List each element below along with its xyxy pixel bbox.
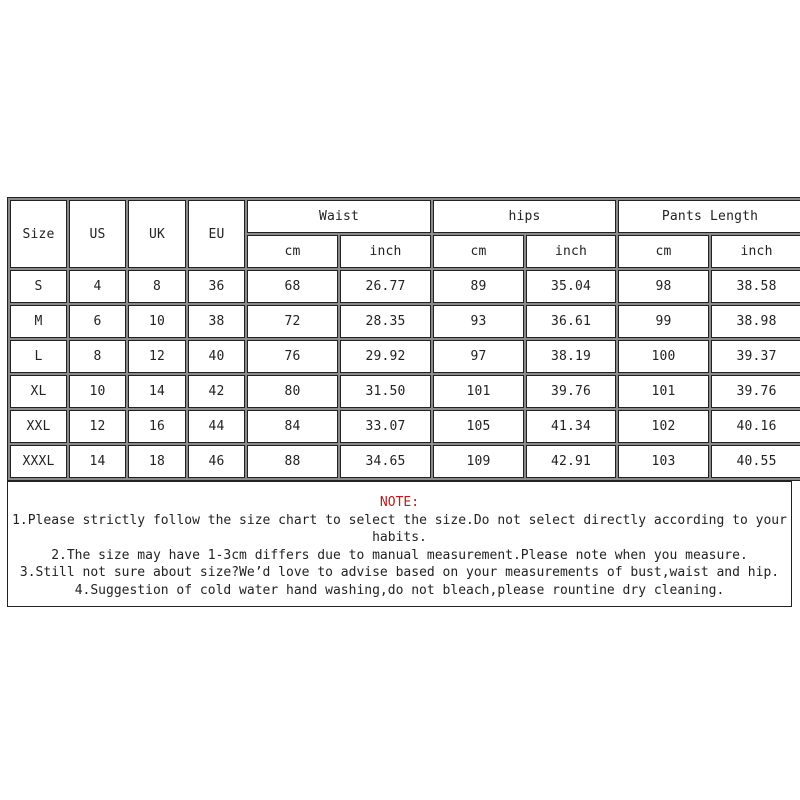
header-hips-cm: cm [433, 235, 524, 268]
cell-hips-cm: 109 [433, 445, 524, 478]
header-eu: EU [188, 200, 245, 268]
note-line-4: 4.Suggestion of cold water hand washing,do not bleach,please rountine dry cleaning. [74, 582, 725, 598]
table-row [10, 305, 800, 338]
cell-pants-cm: 99 [618, 305, 709, 338]
cell-pants-inch: 40.16 [711, 410, 800, 443]
header-pants-cm: cm [618, 235, 709, 268]
cell-waist-cm: 88 [247, 445, 338, 478]
cell-waist-cm: 72 [247, 305, 338, 338]
cell-waist-inch: 34.65 [340, 445, 431, 478]
cell-hips-inch: 35.04 [526, 270, 616, 303]
cell-eu: 44 [188, 410, 245, 443]
cell-eu: 40 [188, 340, 245, 373]
cell-hips-cm: 97 [433, 340, 524, 373]
cell-pants-inch: 39.76 [711, 375, 800, 408]
cell-waist-inch: 29.92 [340, 340, 431, 373]
table-row [10, 270, 800, 303]
cell-eu: 46 [188, 445, 245, 478]
note-line-1: 1.Please strictly follow the size chart to select the size.Do not select directly according to your habits. [12, 512, 787, 545]
cell-uk: 12 [128, 340, 186, 373]
header-pants-length: Pants Length [618, 200, 800, 233]
cell-pants-cm: 100 [618, 340, 709, 373]
cell-uk: 18 [128, 445, 186, 478]
header-row-1 [10, 200, 800, 233]
cell-hips-cm: 93 [433, 305, 524, 338]
header-size: Size [10, 200, 67, 268]
cell-waist-inch: 28.35 [340, 305, 431, 338]
cell-size: S [10, 270, 67, 303]
cell-us: 6 [69, 305, 126, 338]
cell-uk: 10 [128, 305, 186, 338]
cell-uk: 16 [128, 410, 186, 443]
cell-us: 12 [69, 410, 126, 443]
cell-uk: 8 [128, 270, 186, 303]
cell-us: 8 [69, 340, 126, 373]
cell-pants-inch: 38.58 [711, 270, 800, 303]
header-us: US [69, 200, 126, 268]
cell-us: 10 [69, 375, 126, 408]
header-waist: Waist [247, 200, 431, 233]
cell-size: XXXL [10, 445, 67, 478]
cell-pants-inch: 38.98 [711, 305, 800, 338]
size-chart [7, 197, 792, 607]
header-waist-inch: inch [340, 235, 431, 268]
cell-waist-inch: 33.07 [340, 410, 431, 443]
cell-eu: 42 [188, 375, 245, 408]
cell-waist-cm: 76 [247, 340, 338, 373]
note-box [7, 481, 792, 607]
header-waist-cm: cm [247, 235, 338, 268]
note-title: NOTE: [379, 495, 420, 510]
cell-us: 14 [69, 445, 126, 478]
table-row [10, 340, 800, 373]
cell-pants-cm: 101 [618, 375, 709, 408]
cell-size: XL [10, 375, 67, 408]
header-hips: hips [433, 200, 616, 233]
cell-uk: 14 [128, 375, 186, 408]
cell-pants-inch: 39.37 [711, 340, 800, 373]
header-uk: UK [128, 200, 186, 268]
cell-pants-cm: 98 [618, 270, 709, 303]
table-row [10, 375, 800, 408]
cell-pants-cm: 103 [618, 445, 709, 478]
cell-hips-inch: 39.76 [526, 375, 616, 408]
cell-waist-inch: 31.50 [340, 375, 431, 408]
cell-size: XXL [10, 410, 67, 443]
cell-waist-inch: 26.77 [340, 270, 431, 303]
cell-hips-cm: 105 [433, 410, 524, 443]
note-line-2: 2.The size may have 1-3cm differs due to manual measurement.Please note when you measure. [51, 547, 748, 563]
cell-hips-cm: 89 [433, 270, 524, 303]
cell-us: 4 [69, 270, 126, 303]
cell-size: L [10, 340, 67, 373]
cell-eu: 38 [188, 305, 245, 338]
header-hips-inch: inch [526, 235, 616, 268]
cell-size: M [10, 305, 67, 338]
header-pants-inch: inch [711, 235, 800, 268]
cell-eu: 36 [188, 270, 245, 303]
cell-waist-cm: 68 [247, 270, 338, 303]
cell-waist-cm: 80 [247, 375, 338, 408]
cell-pants-inch: 40.55 [711, 445, 800, 478]
note-line-3: 3.Still not sure about size?We’d love to advise based on your measurements of bust,waist and hip. [19, 565, 780, 580]
cell-hips-cm: 101 [433, 375, 524, 408]
cell-waist-cm: 84 [247, 410, 338, 443]
cell-hips-inch: 41.34 [526, 410, 616, 443]
table-row [10, 445, 800, 478]
size-table [7, 197, 800, 481]
cell-hips-inch: 42.91 [526, 445, 616, 478]
cell-pants-cm: 102 [618, 410, 709, 443]
cell-hips-inch: 36.61 [526, 305, 616, 338]
table-row [10, 410, 800, 443]
cell-hips-inch: 38.19 [526, 340, 616, 373]
